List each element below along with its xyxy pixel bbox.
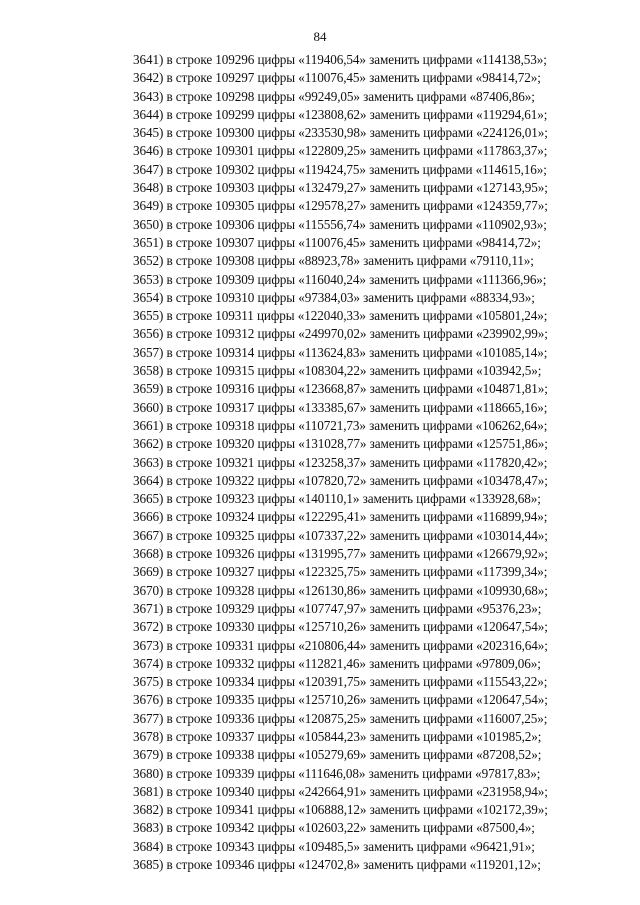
amendment-line: 3668) в строке 109326 цифры «131995,77» заменить цифрами «126679,92»;: [133, 546, 548, 562]
amendment-line: 3658) в строке 109315 цифры «108304,22» заменить цифрами «103942,5»;: [133, 363, 542, 379]
amendment-line: 3667) в строке 109325 цифры «107337,22» заменить цифрами «103014,44»;: [133, 527, 548, 543]
amendment-line: 3651) в строке 109307 цифры «110076,45» заменить цифрами «98414,72»;: [133, 234, 541, 250]
amendment-line: 3653) в строке 109309 цифры «116040,24» заменить цифрами «111366,96»;: [133, 271, 547, 287]
amendment-line: 3656) в строке 109312 цифры «249970,02» заменить цифрами «239902,99»;: [133, 326, 548, 342]
amendment-line: 3646) в строке 109301 цифры «122809,25» заменить цифрами «117863,37»;: [133, 143, 548, 159]
amendment-line: 3645) в строке 109300 цифры «233530,98» заменить цифрами «224126,01»;: [133, 125, 548, 141]
amendment-line: 3681) в строке 109340 цифры «242664,91» заменить цифрами «231958,94»;: [133, 783, 548, 799]
amendment-line: 3663) в строке 109321 цифры «123258,37» заменить цифрами «117820,42»;: [133, 454, 548, 470]
amendment-line: 3675) в строке 109334 цифры «120391,75» заменить цифрами «115543,22»;: [133, 674, 548, 690]
amendment-line: 3652) в строке 109308 цифры «88923,78» заменить цифрами «79110,11»;: [133, 253, 534, 269]
amendment-line: 3659) в строке 109316 цифры «123668,87» заменить цифрами «104871,81»;: [133, 381, 548, 397]
amendment-line: 3660) в строке 109317 цифры «133385,67» заменить цифрами «118665,16»;: [133, 399, 548, 415]
amendment-line: 3643) в строке 109298 цифры «99249,05» заменить цифрами «87406,86»;: [133, 88, 535, 104]
amendment-line: 3664) в строке 109322 цифры «107820,72» заменить цифрами «103478,47»;: [133, 472, 548, 488]
amendment-line: 3674) в строке 109332 цифры «112821,46» заменить цифрами «97809,06»;: [133, 655, 541, 671]
amendment-line: 3654) в строке 109310 цифры «97384,03» заменить цифрами «88334,93»;: [133, 289, 535, 305]
page-number: 84: [313, 29, 327, 44]
amendment-line: 3680) в строке 109339 цифры «111646,08» заменить цифрами «97817,83»;: [133, 765, 541, 781]
amendment-line: 3661) в строке 109318 цифры «110721,73» заменить цифрами «106262,64»;: [133, 417, 548, 433]
amendment-line: 3665) в строке 109323 цифры «140110,1» заменить цифрами «133928,68»;: [133, 491, 541, 507]
amendment-list: [133, 51, 613, 874]
amendment-line: 3642) в строке 109297 цифры «110076,45» заменить цифрами «98414,72»;: [133, 70, 541, 86]
amendment-line: 3673) в строке 109331 цифры «210806,44» заменить цифрами «202316,64»;: [133, 637, 548, 653]
amendment-line: 3685) в строке 109346 цифры «124702,8» заменить цифрами «119201,12»;: [133, 857, 541, 873]
amendment-line: 3671) в строке 109329 цифры «107747,97» заменить цифрами «95376,23»;: [133, 600, 542, 616]
amendment-line: 3669) в строке 109327 цифры «122325,75» заменить цифрами «117399,34»;: [133, 564, 548, 580]
amendment-line: 3657) в строке 109314 цифры «113624,83» заменить цифрами «101085,14»;: [133, 344, 548, 360]
amendment-line: 3670) в строке 109328 цифры «126130,86» заменить цифрами «109930,68»;: [133, 582, 548, 598]
amendment-line: 3679) в строке 109338 цифры «105279,69» заменить цифрами «87208,52»;: [133, 747, 542, 763]
amendment-line: 3648) в строке 109303 цифры «132479,27» заменить цифрами «127143,95»;: [133, 180, 548, 196]
amendment-line: 3662) в строке 109320 цифры «131028,77» заменить цифрами «125751,86»;: [133, 436, 548, 452]
amendment-line: 3678) в строке 109337 цифры «105844,23» заменить цифрами «101985,2»;: [133, 728, 542, 744]
amendment-line: 3644) в строке 109299 цифры «123808,62» заменить цифрами «119294,61»;: [133, 106, 548, 122]
amendment-line: 3650) в строке 109306 цифры «115556,74» заменить цифрами «110902,93»;: [133, 216, 547, 232]
amendment-line: 3676) в строке 109335 цифры «125710,26» заменить цифрами «120647,54»;: [133, 692, 548, 708]
amendment-line: 3684) в строке 109343 цифры «109485,5» заменить цифрами «96421,91»;: [133, 838, 535, 854]
amendment-line: 3641) в строке 109296 цифры «119406,54» заменить цифрами «114138,53»;: [133, 52, 547, 67]
amendment-line: 3647) в строке 109302 цифры «119424,75» заменить цифрами «114615,16»;: [133, 161, 547, 177]
amendment-line: 3682) в строке 109341 цифры «106888,12» заменить цифрами «102172,39»;: [133, 802, 548, 818]
amendment-line: 3677) в строке 109336 цифры «120875,25» заменить цифрами «116007,25»;: [133, 710, 548, 726]
amendment-line: 3683) в строке 109342 цифры «102603,22» заменить цифрами «87500,4»;: [133, 820, 535, 836]
amendment-line: 3666) в строке 109324 цифры «122295,41» заменить цифрами «116899,94»;: [133, 509, 548, 525]
amendment-line: 3649) в строке 109305 цифры «129578,27» заменить цифрами «124359,77»;: [133, 198, 548, 214]
amendment-line: 3672) в строке 109330 цифры «125710,26» заменить цифрами «120647,54»;: [133, 619, 548, 635]
amendment-line: 3655) в строке 109311 цифры «122040,33» заменить цифрами «105801,24»;: [133, 308, 548, 324]
